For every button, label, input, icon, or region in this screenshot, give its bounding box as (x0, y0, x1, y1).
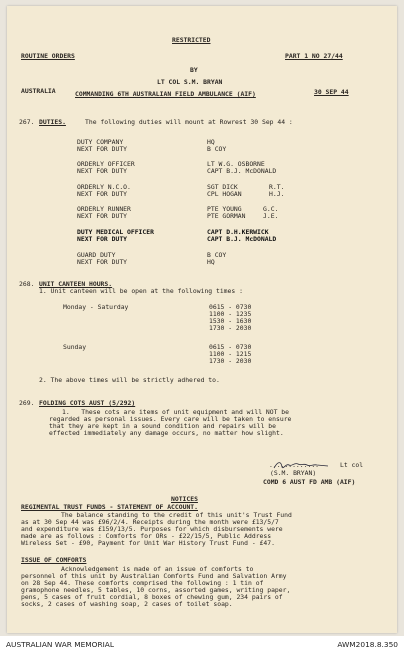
cots-line: 1. These cots are items of unit equipment and will NOT be (62, 408, 290, 416)
duties-intro: The following duties will mount at Rowrest 30 Sep 44 : (85, 118, 293, 126)
cots-line: regarded as personal issues. Every care will be taken to ensure (49, 415, 292, 423)
signature-rank: Lt col (340, 461, 364, 469)
sunday-time: 1730 - 2030 (209, 357, 252, 365)
duty-next-label: NEXT FOR DUTY (77, 258, 128, 266)
comforts-line: pens, 5 cases of fruit cordial, 8 boxes of chewing gum, 234 pairs of (21, 593, 283, 601)
trust-fund-line: as at 30 Sep 44 was £96/2/4. Receipts during the month were £13/5/7 (21, 518, 279, 526)
commanding-line: COMMANDING 6TH AUSTRALIAN FIELD AMBULANCE (AIF) (75, 90, 256, 98)
duty-next-initials: H.J. (269, 190, 285, 198)
duty-value: SGT DICK (207, 183, 238, 191)
canteen-title: UNIT CANTEEN HOURS. (39, 280, 113, 288)
duty-label: GUARD DUTY (77, 251, 116, 259)
duty-label: DUTY COMPANY (77, 138, 124, 146)
sunday-time: 0615 - 0730 (209, 343, 252, 351)
trust-fund-line: made are as follows : Comforts for ORs - £22/15/5, Public Address (21, 532, 272, 540)
duty-initials: R.T. (269, 183, 285, 191)
duties-number: 267. (19, 118, 35, 126)
duty-next-label: NEXT FOR DUTY (77, 212, 128, 220)
duty-next-label: NEXT FOR DUTY (77, 190, 128, 198)
duty-label: ORDERLY OFFICER (77, 160, 135, 168)
weekday-time: 1530 - 1630 (209, 317, 252, 325)
cots-line: that they are kept in a sound condition and repairs will be (49, 422, 277, 430)
weekday-time: 0615 - 0730 (209, 303, 252, 311)
archive-footer (0, 636, 404, 653)
cots-title: FOLDING COTS AUST (5/292) (39, 399, 136, 407)
duties-title: DUTIES. (39, 118, 66, 126)
canteen-number: 268. (19, 280, 35, 288)
document-page (7, 6, 397, 633)
duty-next-label: NEXT FOR DUTY (77, 167, 128, 175)
duty-value: CAPT D.H.KERWICK (207, 228, 269, 236)
cots-line: effected immediately any damage occurs, no matter how slight. (49, 429, 284, 437)
comforts-line: personnel of this unit by Australian Comforts Fund and Salvation Army (21, 572, 287, 580)
order-date: 30 SEP 44 (314, 88, 349, 96)
signature-dotted-line: ............. (269, 461, 320, 469)
comforts-line: gramophone needles, 5 tables, 10 corns, assorted games, writing paper, (21, 586, 291, 594)
australia-label: AUSTRALIA (21, 87, 56, 95)
cots-number: 269. (19, 399, 35, 407)
duty-value: LT W.G. OSBORNE (207, 160, 265, 168)
trust-fund-line: and expenditure was £159/13/5. Purposes for which disbursements were (21, 525, 283, 533)
canteen-item-2: 2. The above times will be strictly adhered to. (39, 376, 220, 384)
duty-value: HQ (207, 138, 215, 146)
sunday-time: 1100 - 1215 (209, 350, 252, 358)
duty-value: B COY (207, 251, 227, 259)
trust-fund-line: The balance standing to the credit of this unit's Trust Fund (61, 511, 292, 519)
duty-label: DUTY MEDICAL OFFICER (77, 228, 154, 236)
sunday-label: Sunday (63, 343, 87, 351)
by-label: BY (190, 66, 198, 74)
duty-next-value: CAPT B.J. McDONALD (207, 167, 277, 175)
duty-next-label: NEXT FOR DUTY (77, 145, 128, 153)
duty-next-value: B COY (207, 145, 227, 153)
weekday-time: 1100 - 1235 (209, 310, 252, 318)
part-number: PART 1 NO 27/44 (285, 52, 343, 60)
duty-value: PTE YOUNG (207, 205, 242, 213)
comforts-title: ISSUE OF COMFORTS (21, 556, 87, 564)
notices-heading: NOTICES (171, 495, 198, 503)
duty-next-value: CPL HOGAN (207, 190, 242, 198)
signature-title: COMD 6 AUST FD AMB (AIF) (263, 478, 356, 486)
officer-name: LT COL S.M. BRYAN (157, 78, 223, 86)
trust-fund-line: Wireless Set - £90, Payment for Unit War History Trust Fund - £47. (21, 539, 275, 547)
duty-next-value: CAPT B.J. McDONALD (207, 235, 277, 243)
canteen-item-1: 1. Unit canteen will be open at the following times : (39, 287, 243, 295)
duty-next-value: PTE GORMAN (207, 212, 246, 220)
archive-reference: AWM2018.8.350 (337, 640, 398, 649)
comforts-line: socks, 2 cases of washing soap, 2 cases of toilet soap. (21, 600, 233, 608)
archive-source: AUSTRALIAN WAR MEMORIAL (6, 640, 114, 649)
duty-initials: G.C. (263, 205, 279, 213)
routine-orders-label: ROUTINE ORDERS (21, 52, 75, 60)
duty-label: ORDERLY N.C.O. (77, 183, 131, 191)
comforts-line: on 28 Sep 44. These comforts comprised the following : 1 tin of (21, 579, 264, 587)
trust-fund-title: REGIMENTAL TRUST FUNDS - STATEMENT OF ACCOUNT. (21, 503, 198, 511)
duty-label: ORDERLY RUNNER (77, 205, 131, 213)
duty-next-initials: J.E. (263, 212, 279, 220)
duty-next-label: NEXT FOR DUTY (77, 235, 128, 243)
comforts-line: Acknowledgement is made of an issue of comforts to (61, 565, 254, 573)
weekday-label: Monday - Saturday (63, 303, 129, 311)
weekday-time: 1730 - 2030 (209, 324, 252, 332)
duty-next-value: HQ (207, 258, 215, 266)
restricted-heading: RESTRICTED (172, 36, 211, 44)
signature-name: (S.M. BRYAN) (270, 469, 317, 477)
